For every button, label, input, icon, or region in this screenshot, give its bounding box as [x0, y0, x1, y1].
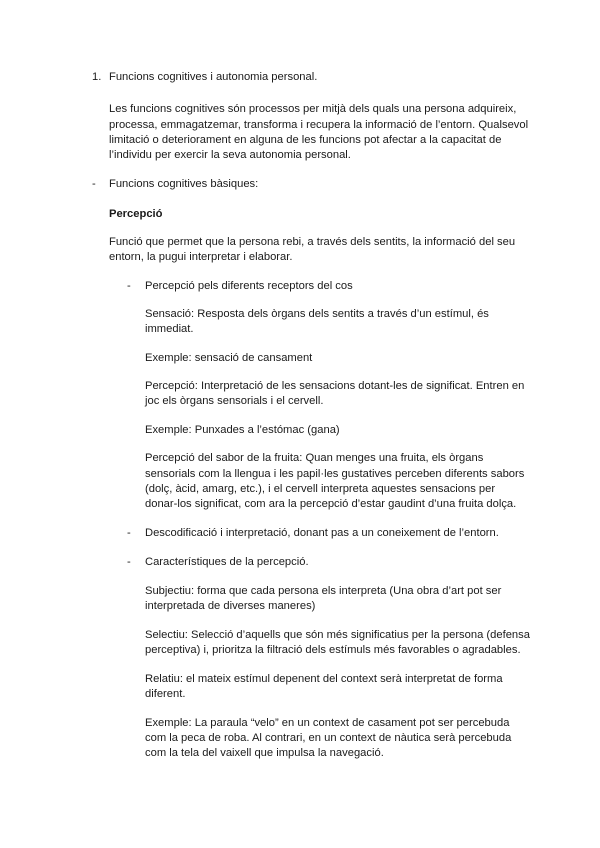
- characteristics-text-line: Relatiu: el mateix estímul depenent del context serà interpretat de forma: [145, 673, 503, 685]
- characteristics-text-line: Exemple: La paraula “velo” en un context de casament pot ser percebuda: [145, 717, 510, 729]
- characteristics-text-line: interpretada de diverses maneres): [145, 600, 316, 612]
- receptors-text-line: joc els òrgans sensorials i el cervell.: [145, 395, 324, 407]
- perception-subheading: Percepció: [109, 208, 163, 220]
- receptors-text-line: Exemple: sensació de cansament: [145, 352, 313, 364]
- characteristics-text-line: com la peca de roba. Al contrari, en un context de nàutica serà percebuda: [145, 732, 512, 744]
- list-dash: -: [127, 556, 131, 568]
- decoding-label: Descodificació i interpretació, donant pas a un coneixement de l’entorn.: [145, 527, 499, 539]
- section-number: 1.: [92, 71, 102, 83]
- receptors-text-line: (dolç, àcid, amarg, etc.), i el cervell interpreta aquestes sensacions per: [145, 483, 496, 495]
- section-heading: Funcions cognitives i autonomia personal.: [109, 71, 318, 83]
- characteristics-text-line: Subjectiu: forma que cada persona els interpreta (Una obra d’art pot ser: [145, 585, 502, 597]
- list-dash: -: [127, 527, 131, 539]
- definition-line: entorn, la pugui interpretar i elaborar.: [109, 251, 293, 263]
- receptors-label: Percepció pels diferents receptors del cos: [145, 280, 353, 292]
- receptors-text-line: Percepció del sabor de la fruita: Quan menges una fruita, els òrgans: [145, 452, 484, 464]
- intro-line: limitació o deteriorament en alguna de les funcions pot afectar a la capacitat de: [109, 134, 502, 146]
- characteristics-text-line: diferent.: [145, 688, 186, 700]
- receptors-text-line: Percepció: Interpretació de les sensacions dotant-les de significat. Entren en: [145, 380, 525, 392]
- list-dash: -: [127, 280, 131, 292]
- list-dash: -: [92, 178, 96, 190]
- intro-line: l’individu per exercir la seva autonomia personal.: [109, 149, 351, 161]
- characteristics-text-line: Selectiu: Selecció d’aquells que són més significatius per la persona (defensa: [145, 629, 530, 641]
- basic-heading: Funcions cognitives bàsiques:: [109, 178, 259, 190]
- receptors-text-line: donar-los significat, com ara la percepció d’estar gaudint d’una fruita dolça.: [145, 498, 517, 510]
- intro-line: Les funcions cognitives són processos per mitjà dels quals una persona adquireix,: [109, 103, 517, 115]
- receptors-text-line: Sensació: Resposta dels òrgans dels sentits a través d’un estímul, és: [145, 308, 489, 320]
- receptors-text-line: sensorials com la llengua i les papil·les gustatives perceben diferents sabors: [145, 468, 525, 480]
- characteristics-label: Característiques de la percepció.: [145, 556, 309, 568]
- definition-line: Funció que permet que la persona rebi, a través dels sentits, la informació del seu: [109, 236, 516, 248]
- characteristics-text-line: com la tela del vaixell que impulsa la navegació.: [145, 747, 384, 759]
- intro-line: processa, emmagatzemar, transforma i recupera la informació de l’entorn. Qualsevol: [109, 119, 529, 131]
- characteristics-text-line: perceptiva) i, prioritza la filtració dels estímuls més favorables o agradables.: [145, 644, 521, 656]
- receptors-text-line: Exemple: Punxades a l’estómac (gana): [145, 424, 340, 436]
- receptors-text-line: immediat.: [145, 323, 194, 335]
